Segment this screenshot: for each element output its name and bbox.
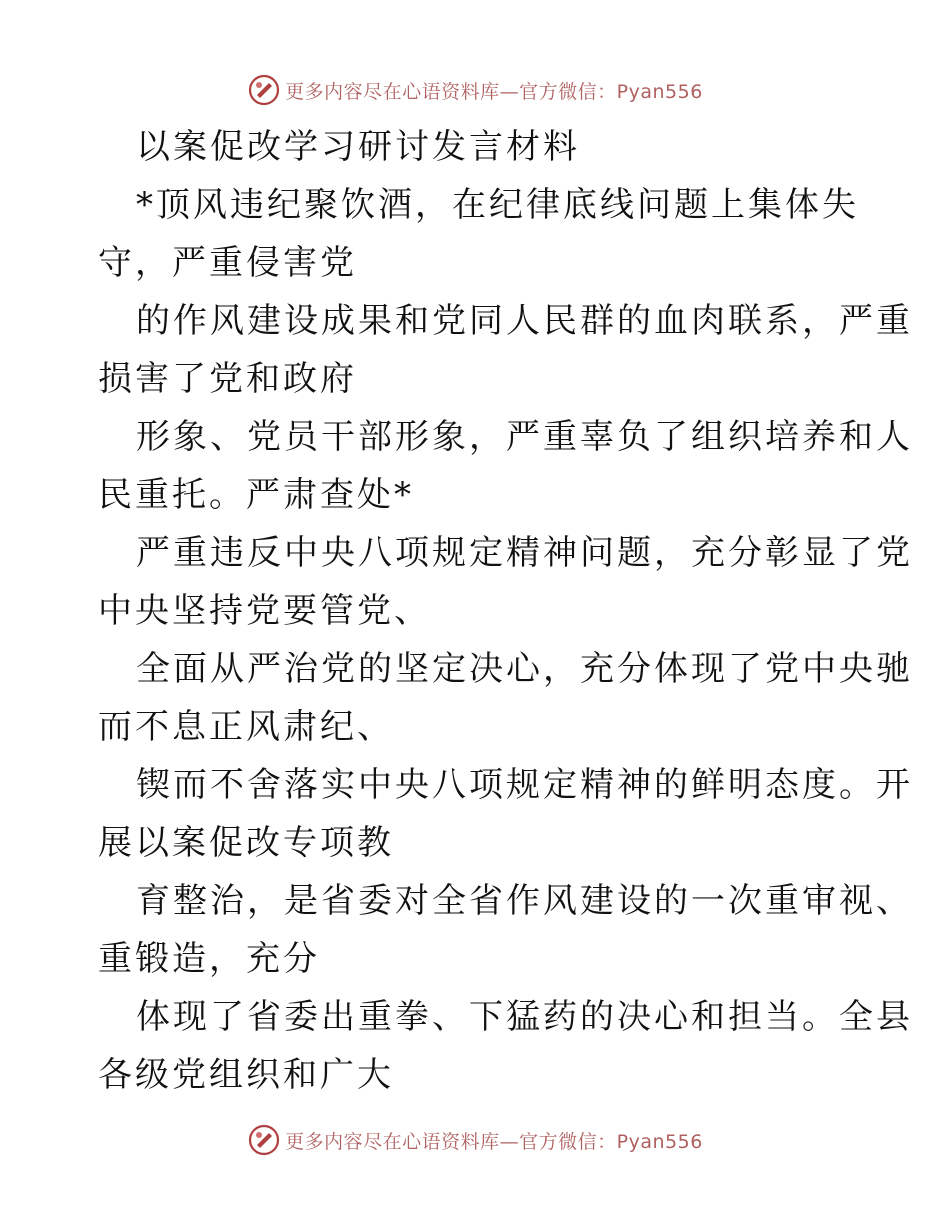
text-line: 全面从严治党的坚定决心，充分体现了党中央驰 [136,649,913,689]
document-title: 以案促改学习研讨发言材料 [136,127,580,167]
text-line: 各级党组织和广大 [98,1055,394,1095]
text-line: 而不息正风肃纪、 [98,707,394,747]
text-line: 育整治，是省委对全省作风建设的一次重审视、 [136,881,913,921]
text-line: 锲而不舍落实中央八项规定精神的鲜明态度。开 [136,765,913,805]
footer-banner [0,1120,950,1160]
document-body [98,118,913,1104]
text-line: 严重违反中央八项规定精神问题，充分彰显了党 [136,533,913,573]
text-line: *顶风违纪聚饮酒，在纪律底线问题上集体失 [136,185,859,225]
text-line: 民重托。严肃查处* [98,475,414,515]
text-line: 体现了省委出重拳、下猛药的决心和担当。全县 [136,997,913,1037]
text-line: 中央坚持党要管党、 [98,591,431,631]
banner-text: 更多内容尽在心语资料库—官方微信：Pyan556 [285,80,703,103]
text-line: 损害了党和政府 [98,359,357,399]
logo-icon [247,73,281,107]
text-line: 的作风建设成果和党同人民群的血肉联系，严重 [136,301,913,341]
text-line: 形象、党员干部形象，严重辜负了组织培养和人 [136,417,913,457]
banner-text: 更多内容尽在心语资料库—官方微信：Pyan556 [285,1130,703,1153]
text-line: 守，严重侵害党 [98,243,357,283]
text-line: 展以案促改专项教 [98,823,394,863]
logo-icon [247,1123,281,1157]
text-line: 重锻造，充分 [98,939,320,979]
header-banner [0,70,950,110]
